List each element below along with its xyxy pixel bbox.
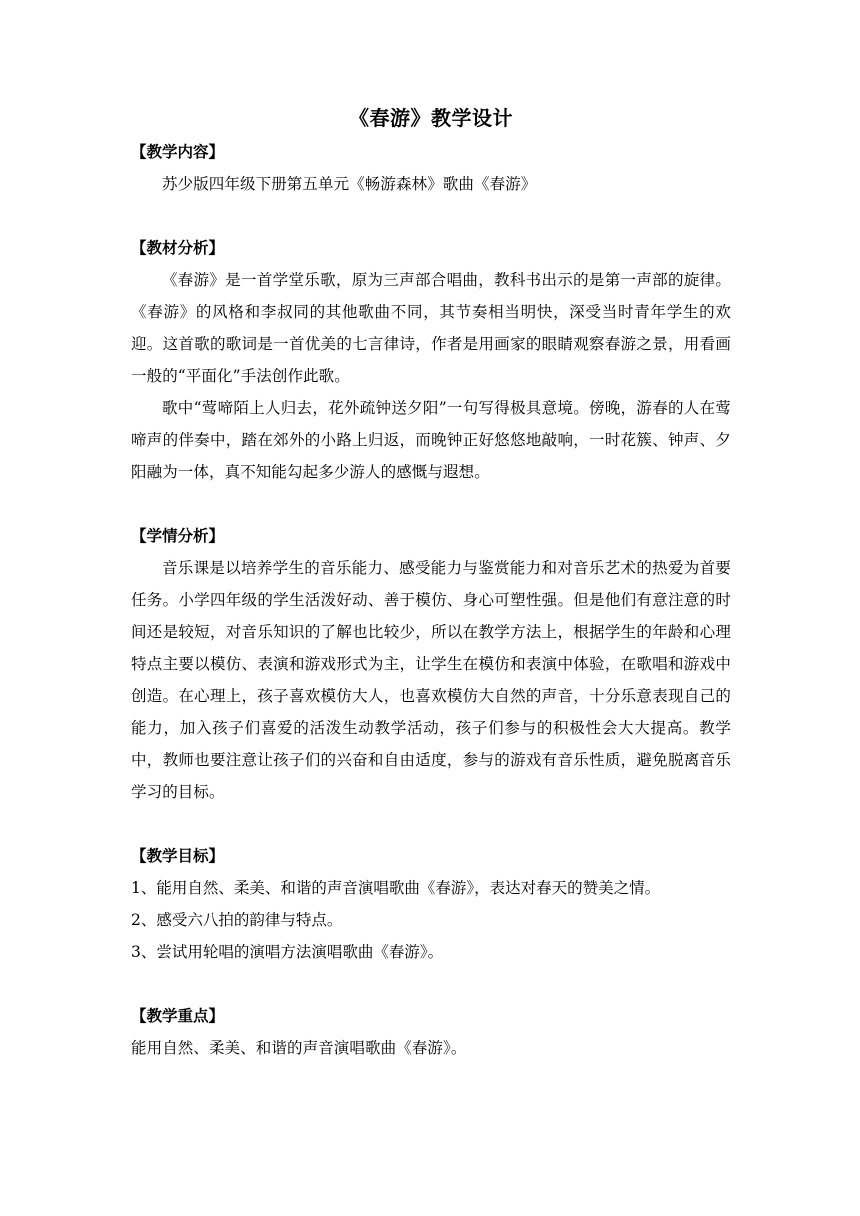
goal-item-1: 1、能用自然、柔美、和谐的声音演唱歌曲《春游》，表达对春天的赞美之情。 xyxy=(131,879,661,897)
focus-paragraph: 能用自然、柔美、和谐的声音演唱歌曲《春游》。 xyxy=(131,1039,467,1057)
material-paragraph-1: 《春游》是一首学堂乐歌，原为三声部合唱曲，教科书出示的是第一声部的旋律。《春游》的风格和李叔同的其他歌曲不同，其节奏相当明快，深受当时青年学生的欢迎。这首歌的歌词是一首优美的七言律诗，作者是用画家的眼睛观察春游之景，用看画一般的“平面化”手法创作此歌。 xyxy=(131,271,731,385)
spacer xyxy=(131,488,731,520)
section-heading-content: 【教学内容】 xyxy=(131,143,225,161)
document-page xyxy=(131,100,731,1064)
goal-item-2: 2、感受六八拍的韵律与特点。 xyxy=(131,911,343,929)
section-heading-goals: 【教学目标】 xyxy=(131,847,225,865)
goal-item-3: 3、尝试用轮唱的演唱方法演唱歌曲《春游》。 xyxy=(131,943,444,961)
spacer xyxy=(131,968,731,1000)
section-heading-students: 【学情分析】 xyxy=(131,527,225,545)
document-title: 《春游》教学设计 xyxy=(349,106,513,130)
material-paragraph-2: 歌中“莺啼陌上人归去，花外疏钟送夕阳”一句写得极具意境。傍晚，游春的人在莺啼声的伴奏中，踏在郊外的小路上归返，而晚钟正好悠悠地敲响，一时花簇、钟声、夕阳融为一体，真不知能勾起多少游人的感慨与遐想。 xyxy=(131,399,731,481)
content-paragraph: 苏少版四年级下册第五单元《畅游森林》歌曲《春游》 xyxy=(162,175,537,193)
goals-list xyxy=(131,872,731,968)
section-heading-material: 【教材分析】 xyxy=(131,239,225,257)
spacer xyxy=(131,200,731,232)
spacer xyxy=(131,808,731,840)
students-paragraph: 音乐课是以培养学生的音乐能力、感受能力与鉴赏能力和对音乐艺术的热爱为首要任务。小学四年级的学生活泼好动、善于模仿、身心可塑性强。但是他们有意注意的时间还是较短，对音乐知识的了解也比较少，所以在教学方法上，根据学生的年龄和心理特点主要以模仿、表演和游戏形式为主，让学生在模仿和表演中体验，在歌唱和游戏中创造。在心理上，孩子喜欢模仿大人，也喜欢模仿大自然的声音，十分乐意表现自己的能力，加入孩子们喜爱的活泼生动教学活动，孩子们参与的积极性会大大提高。教学中，教师也要注意让孩子们的兴奋和自由适度，参与的游戏有音乐性质，避免脱离音乐学习的目标。 xyxy=(131,559,731,801)
section-heading-focus: 【教学重点】 xyxy=(131,1007,225,1025)
